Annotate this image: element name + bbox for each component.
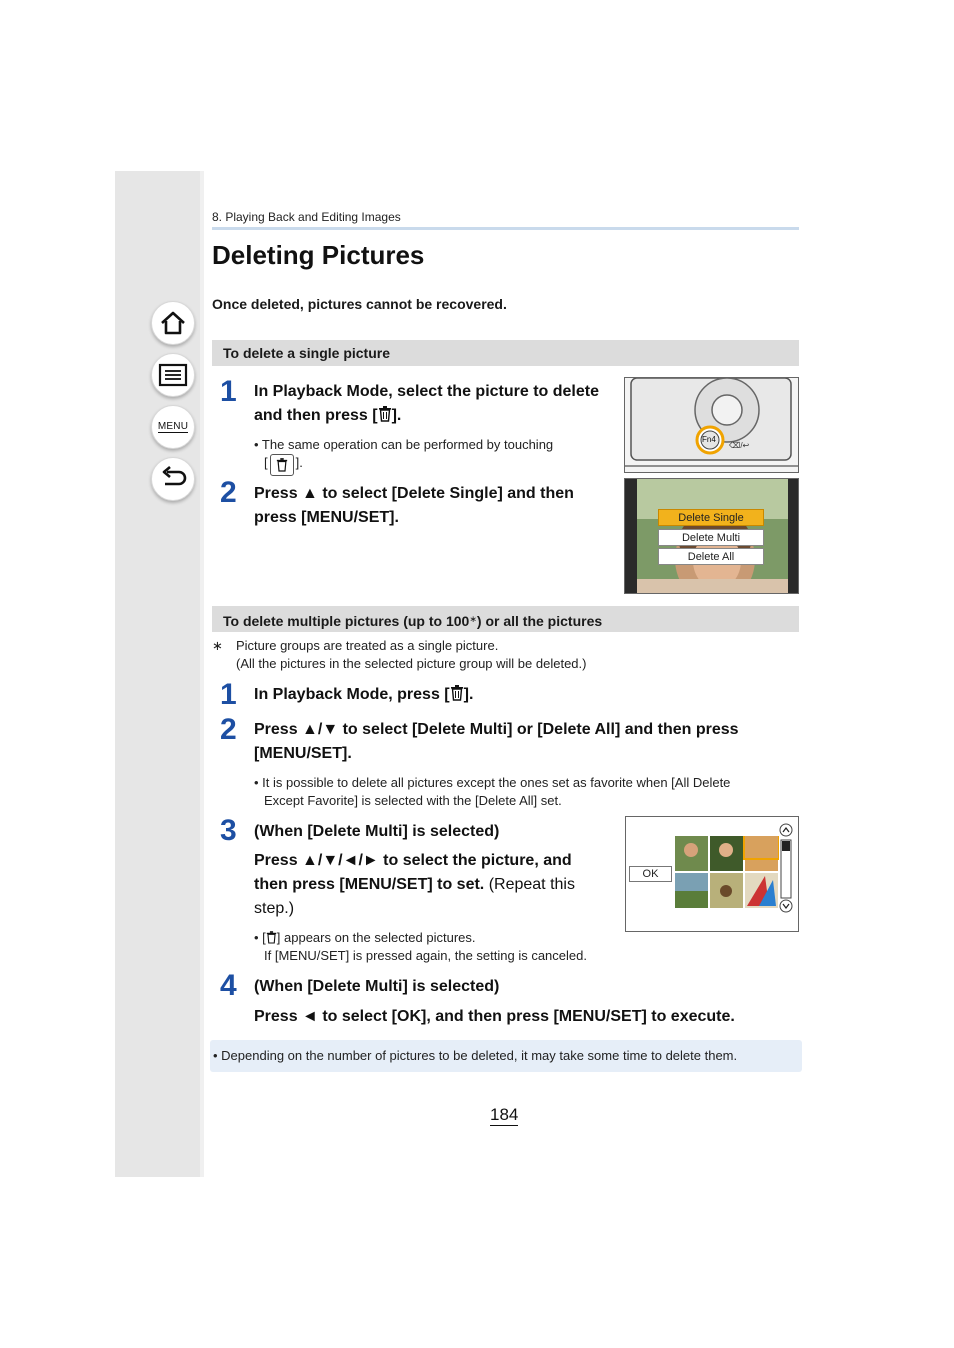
home-button[interactable] xyxy=(151,301,195,345)
step-line: and then press [ ]. xyxy=(254,407,402,424)
camera-body-drawing xyxy=(625,378,799,473)
return-arrow-icon xyxy=(159,466,187,492)
fn4-button-label: Fn4 xyxy=(702,435,716,444)
delete-menu-screen xyxy=(624,478,799,594)
trash-icon xyxy=(266,931,277,944)
section-heading-single: To delete a single picture xyxy=(212,340,799,366)
page-title: Deleting Pictures xyxy=(212,240,425,270)
trash-icon xyxy=(450,685,464,701)
step-number: 1 xyxy=(220,678,237,711)
section-heading-multiple: To delete multiple pictures (up to 100∗) or all the pictures xyxy=(212,606,799,632)
back-button[interactable] xyxy=(151,457,195,501)
step-number: 1 xyxy=(220,375,237,408)
chapter-breadcrumb: 8. Playing Back and Editing Images xyxy=(212,210,401,224)
step-instruction: (When [Delete Multi] is selected) Press ◄ to select [OK], and then press [MENU/SET] to execute. xyxy=(254,978,735,1025)
menu-item-delete-single[interactable]: Delete Single xyxy=(658,509,764,526)
step-note: • It is possible to delete all pictures except the ones set as favorite when [All Delete Except Favorite] is selected with the [Delete All] set. xyxy=(254,775,731,808)
step-line: In Playback Mode, select the picture to delete xyxy=(254,383,599,400)
list-icon xyxy=(158,363,188,387)
step-instruction: In Playback Mode, press [ ]. xyxy=(254,686,474,703)
contents-button[interactable] xyxy=(151,353,195,397)
page-number: 184 xyxy=(490,1105,519,1124)
step-number: 2 xyxy=(220,476,237,509)
step-number: 2 xyxy=(220,713,237,746)
menu-item-delete-all[interactable]: Delete All xyxy=(658,548,764,565)
footer-note: • Depending on the number of pictures to be deleted, it may take some time to delete them. xyxy=(210,1040,802,1072)
step-instruction: (When [Delete Multi] is selected) Press ▲/▼/◄/► to select the picture, and then press [MENU/SET] to set. (Repeat this step.) xyxy=(254,823,575,917)
step-instruction xyxy=(254,380,599,428)
ok-button[interactable]: OK xyxy=(629,866,672,882)
header-rule xyxy=(212,227,799,230)
footnote-text: Picture groups are treated as a single picture. (All the pictures in the selected picture group will be deleted.) xyxy=(236,638,587,671)
step-note: • The same operation can be performed by touching [ ]. xyxy=(254,436,553,476)
home-icon xyxy=(159,309,187,337)
step-instruction: Press ▲/▼ to select [Delete Multi] or [Delete All] and then press [MENU/SET]. xyxy=(254,721,739,762)
step-note: • [ ] appears on the selected pictures. If [MENU/SET] is pressed again, the setting is canceled. xyxy=(254,930,587,963)
step-number: 4 xyxy=(220,969,237,1002)
step-instruction: Press ▲ to select [Delete Single] and then press [MENU/SET]. xyxy=(254,485,574,526)
thumbnail-grid xyxy=(675,836,779,908)
camera-back-illustration xyxy=(624,377,799,473)
step-number: 3 xyxy=(220,814,237,847)
delete-multi-screen xyxy=(625,816,799,932)
trash-icon xyxy=(378,406,392,422)
svg-text:⌫/↩: ⌫/↩ xyxy=(729,441,750,450)
footnote-mark: ∗ xyxy=(212,638,223,653)
sidebar-edge xyxy=(200,171,204,1177)
warning-text: Once deleted, pictures cannot be recovered. xyxy=(212,296,507,312)
scrollbar[interactable] xyxy=(779,823,793,915)
menu-button[interactable] xyxy=(151,405,195,449)
touch-trash-button-icon xyxy=(270,454,294,476)
menu-label: MENU xyxy=(157,421,189,432)
menu-item-delete-multi[interactable]: Delete Multi xyxy=(658,529,764,546)
